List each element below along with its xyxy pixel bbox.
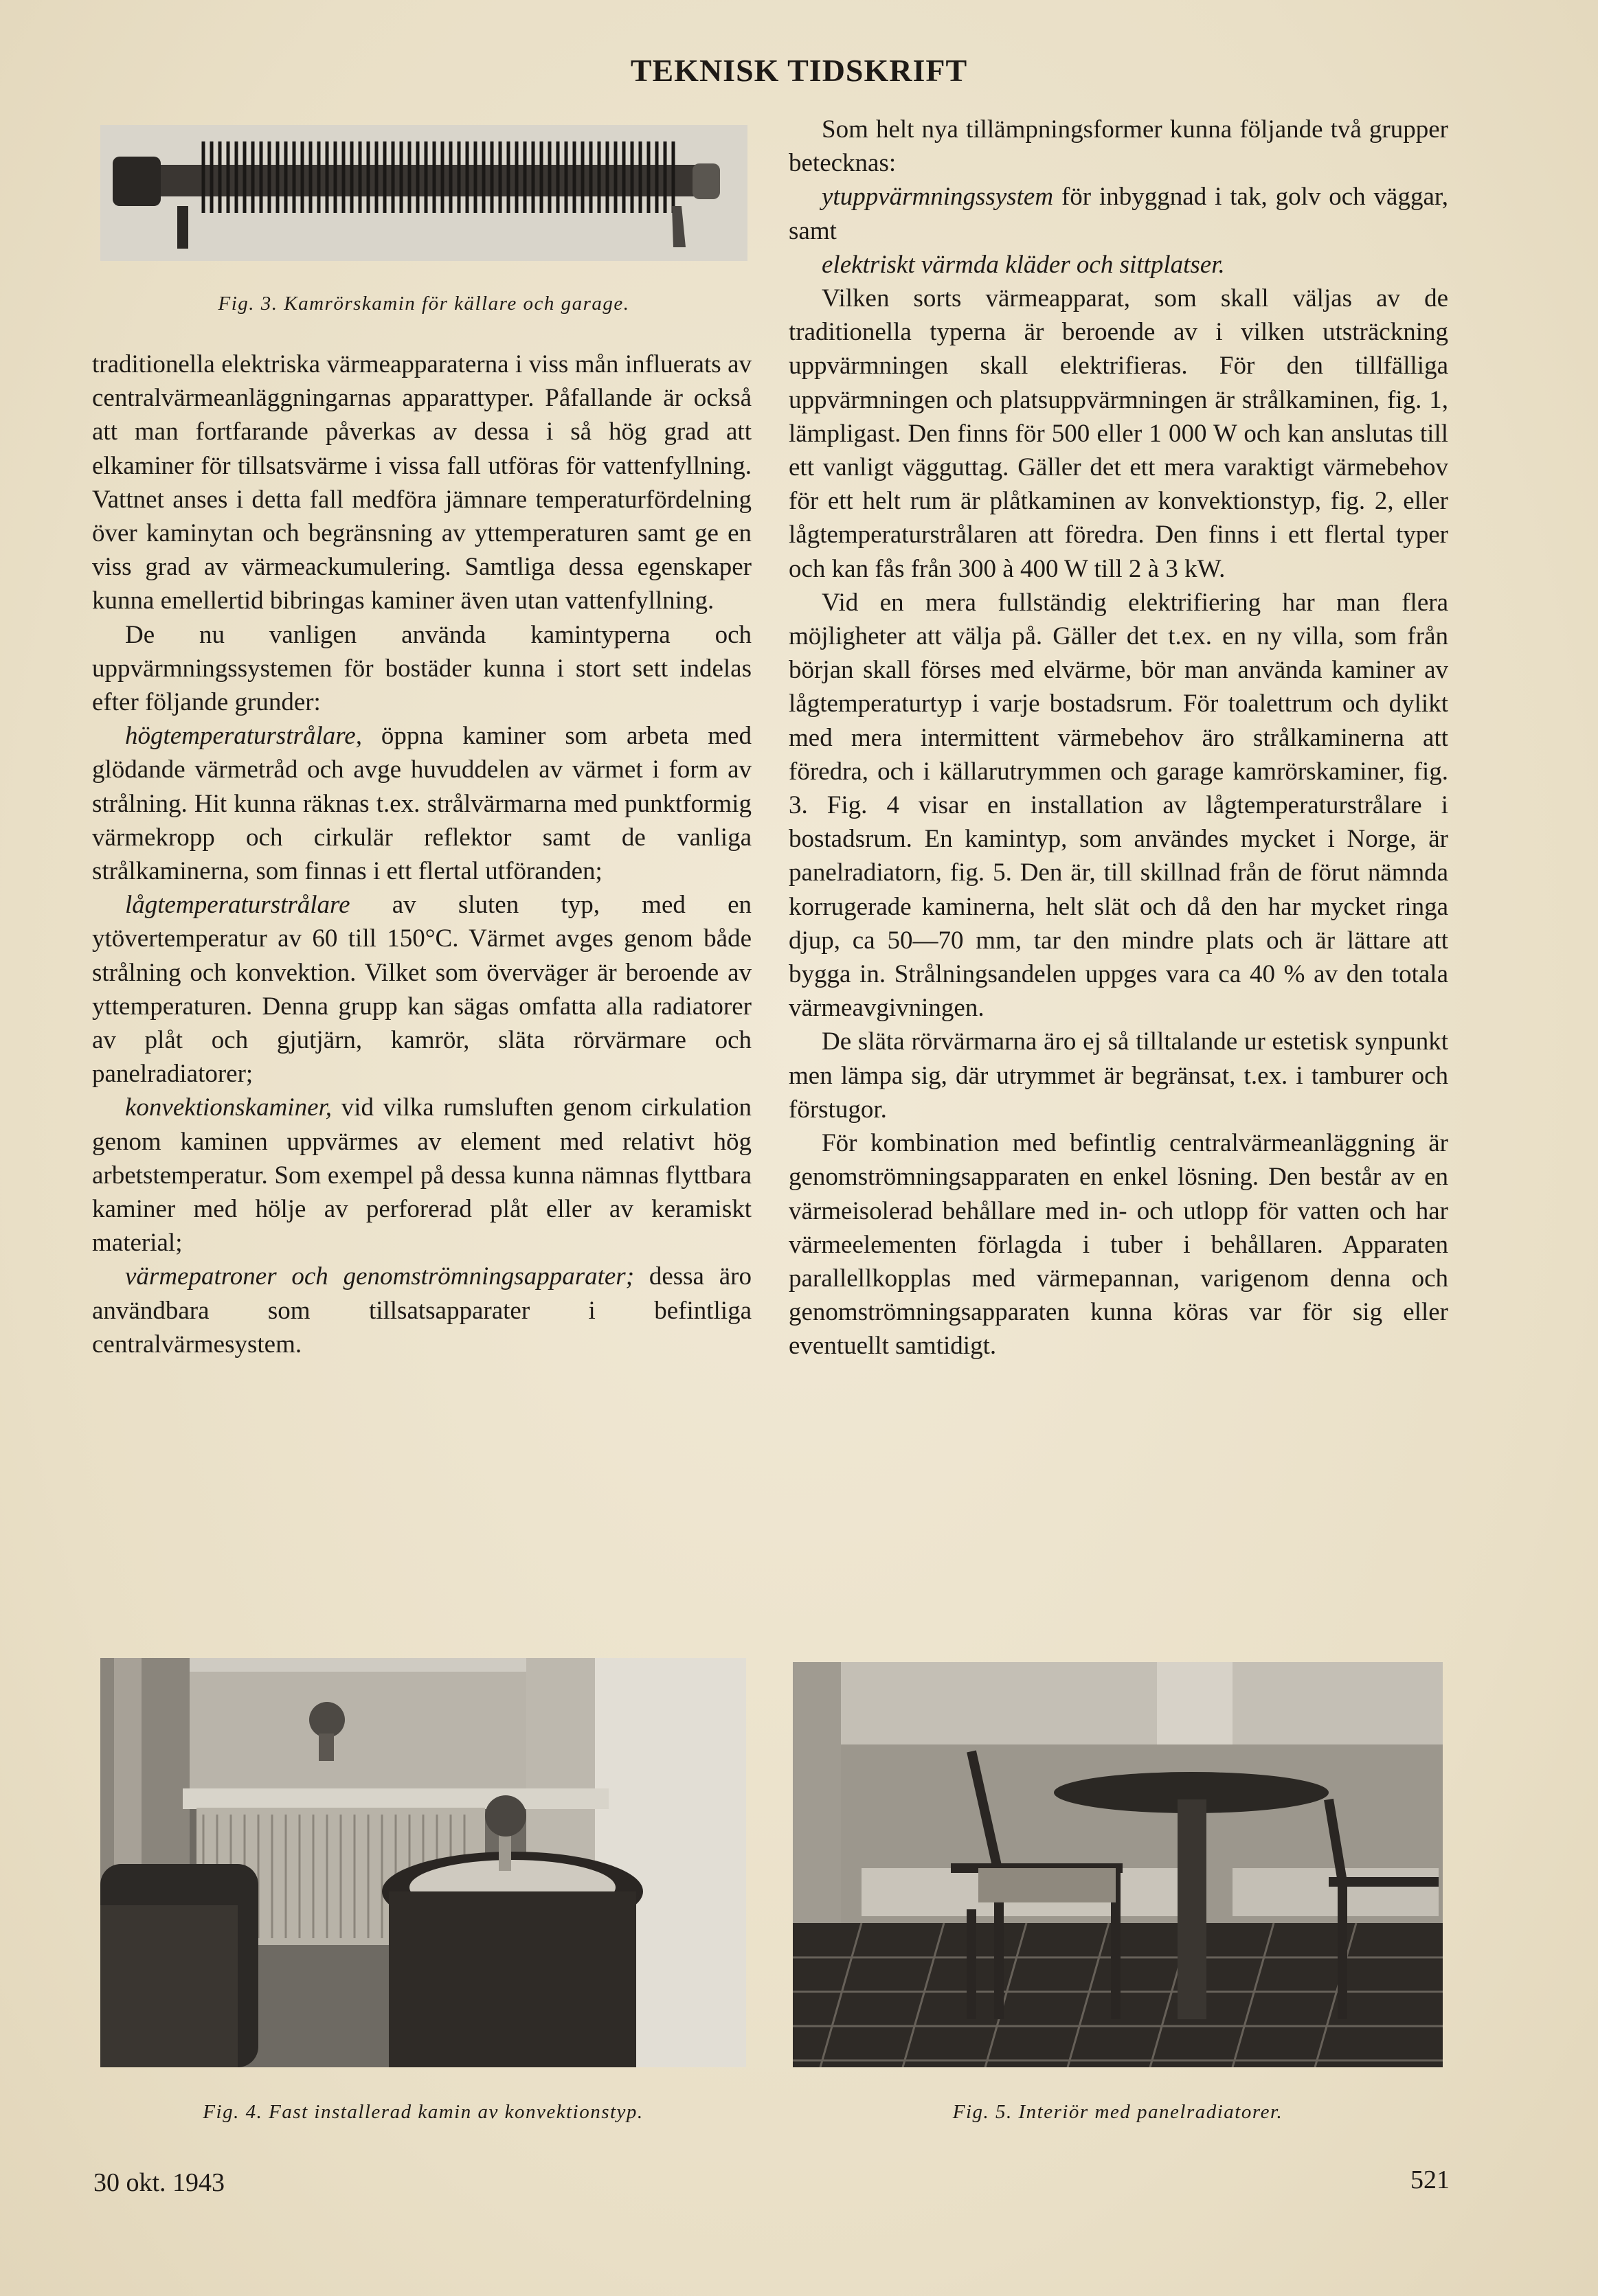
fig3-image xyxy=(100,125,747,261)
left-column xyxy=(92,348,752,1361)
right-paragraph-1: Som helt nya tillämpningsformer kunna följande två grupper betecknas: xyxy=(789,115,1448,178)
fig4-photo xyxy=(100,1658,746,2067)
living-room-heater-photo xyxy=(100,1658,746,2067)
fig5-photo xyxy=(793,1662,1443,2067)
term-elektriskt-varmda-klader: elektriskt värmda kläder och sittplatser. xyxy=(822,250,1225,279)
journal-header: TEKNISK TIDSKRIFT xyxy=(630,53,968,88)
right-paragraph-5: Vid en mera fullständig elektrifiering har man flera möjligheter att välja på. Gäller det t.ex. en ny villa, som från början skall förses med elvärme, bör man använda kaminer av lågtemperaturtyp i varje bostadsrum. För toalettrum och dylikt med mera intermittent värmebehov äro strålkaminerna att föredra, och i källarutrymmen och garage kamrörskaminer, fig. 3. Fig. 4 visar en installation av lågtemperaturstrålare i bostadsrum. En kamintyp, som användes mycket i Norge, är panelradiatorn, fig. 5. Den är, till skillnad från de förut nämnda korrugerade kaminerna, helt slät och då den har mycket ringa djup, ca 50—70 mm, tar den mindre plats och är lättare att bygga in. Strålningsandelen uppges vara ca 40 % av den totala värmeavgivningen. xyxy=(789,588,1448,1023)
left-paragraph-6: värmepatroner och genomströmningsapparater; dessa äro användbara som tillsatsapparater i befintliga centralvärmesystem. xyxy=(92,1262,752,1359)
term-lagtemperaturstralare: lågtemperaturstrålare xyxy=(125,891,350,920)
left-paragraph-3: högtemperaturstrålare, öppna kaminer som arbeta med glödande värmetråd och avge huvuddelen av värmet i form av strålning. Hit kunna räknas t.ex. strålvärmarna med punktformig värmekropp och cirkulär reflektor samt de vanliga strålkaminerna, som finnas i ett flertal utföranden; xyxy=(92,722,752,886)
term-konvektionskaminer: konvektionskaminer, xyxy=(125,1093,333,1122)
issue-date: 30 okt. 1943 xyxy=(93,2168,225,2197)
right-paragraph-6: De släta rörvärmarna äro ej så tilltalande ur estetisk synpunkt men lämpa sig, där utrymmet är begränsat, t.ex. i tamburer och förstugor. xyxy=(789,1027,1448,1124)
right-paragraph-3 xyxy=(789,248,1448,282)
page-number: 521 xyxy=(1410,2166,1450,2194)
right-paragraph-4: Vilken sorts värmeapparat, som skall väljas av de traditionella typerna är beroende av i vilken utsträckning uppvärmningen skall elektrifieras. För den tillfälliga uppvärmningen och platsuppvärmningen är strålkaminen, fig. 1, lämpligast. Den finns för 500 eller 1 000 W och kan anslutas till ett vanligt vägguttag. Gäller det ett mera varaktigt värmebehov för ett helt rum är plåtkaminen av konvektionstyp, fig. 2, eller lågtemperaturstrålaren att föredra. Den finns i ett flertal typer och kan fås från 300 à 400 W till 2 à 3 kW. xyxy=(789,284,1448,583)
left-paragraph-1: traditionella elektriska värmeapparaterna i viss mån influerats av centralvärmeanläggningarnas apparattyper. Påfallande är också att man fortfarande påverkas av dessa i så hög grad att elkaminer för tillsatsvärme i vissa fall utföras för vattenfyllning. Vattnet anses i detta fall medföra jämnare temperaturfördelning över kaminytan och begränsning av yttemperaturen samt ge en viss grad av värmeackumulering. Samtliga dessa egenskaper kunna emellertid bibringas kaminer även utan vattenfyllning. xyxy=(92,350,752,615)
right-paragraph-2: ytuppvärmningssystem för inbyggnad i tak, golv och väggar, samt xyxy=(789,183,1448,245)
left-paragraph-2: De nu vanligen använda kamintyperna och uppvärmningssystemen för bostäder kunna i stort sett indelas efter följande grunder: xyxy=(92,620,752,717)
ribbed-tube-heater-illustration xyxy=(100,125,747,261)
term-hogtemperaturstralare: högtemperaturstrålare, xyxy=(125,722,362,751)
right-column xyxy=(789,113,1448,1363)
right-paragraph-7: För kombination med befintlig centralvärmeanläggning är genomströmningsapparaten en enkel lösning. Den består av en värmeisolerad behållare med in- och utlopp för vatten och har värmeelementen förlagda i tuber i behållaren. Apparaten parallellkopplas med värmepannan, varigenom denna och genomströmningsapparaten kunna köras var för sig eller eventuellt samtidigt. xyxy=(789,1129,1448,1361)
left-paragraph-4: lågtemperaturstrålare av sluten typ, med en ytövertemperatur av 60 till 150°C. Värmet avges genom både strålning och konvektion. Vilket som överväger är beroende av yttemperaturen. Denna grupp kan sägas omfatta alla radiatorer av plåt och gjutjärn, kamrör, släta rörvärmare och panelradiatorer; xyxy=(92,891,752,1089)
fig3-caption: Fig. 3. Kamrörskamin för källare och garage. xyxy=(218,293,630,315)
fig5-caption: Fig. 5. Interiör med panelradiatorer. xyxy=(952,2101,1283,2123)
term-varmepatroner: värmepatroner och genomströmningsapparater; xyxy=(125,1262,635,1291)
fig4-caption: Fig. 4. Fast installerad kamin av konvektionstyp. xyxy=(203,2101,644,2123)
term-ytuppvarmningssystem: ytuppvärmningssystem xyxy=(822,183,1054,212)
left-paragraph-5: konvektionskaminer, vid vilka rumsluften genom cirkulation genom kaminen uppvärmes av element med relativt hög arbetstemperatur. Som exempel på dessa kunna nämnas flyttbara kaminer med hölje av perforerad plåt eller av keramiskt material; xyxy=(92,1093,752,1258)
interior-panel-radiator-photo xyxy=(793,1662,1443,2067)
